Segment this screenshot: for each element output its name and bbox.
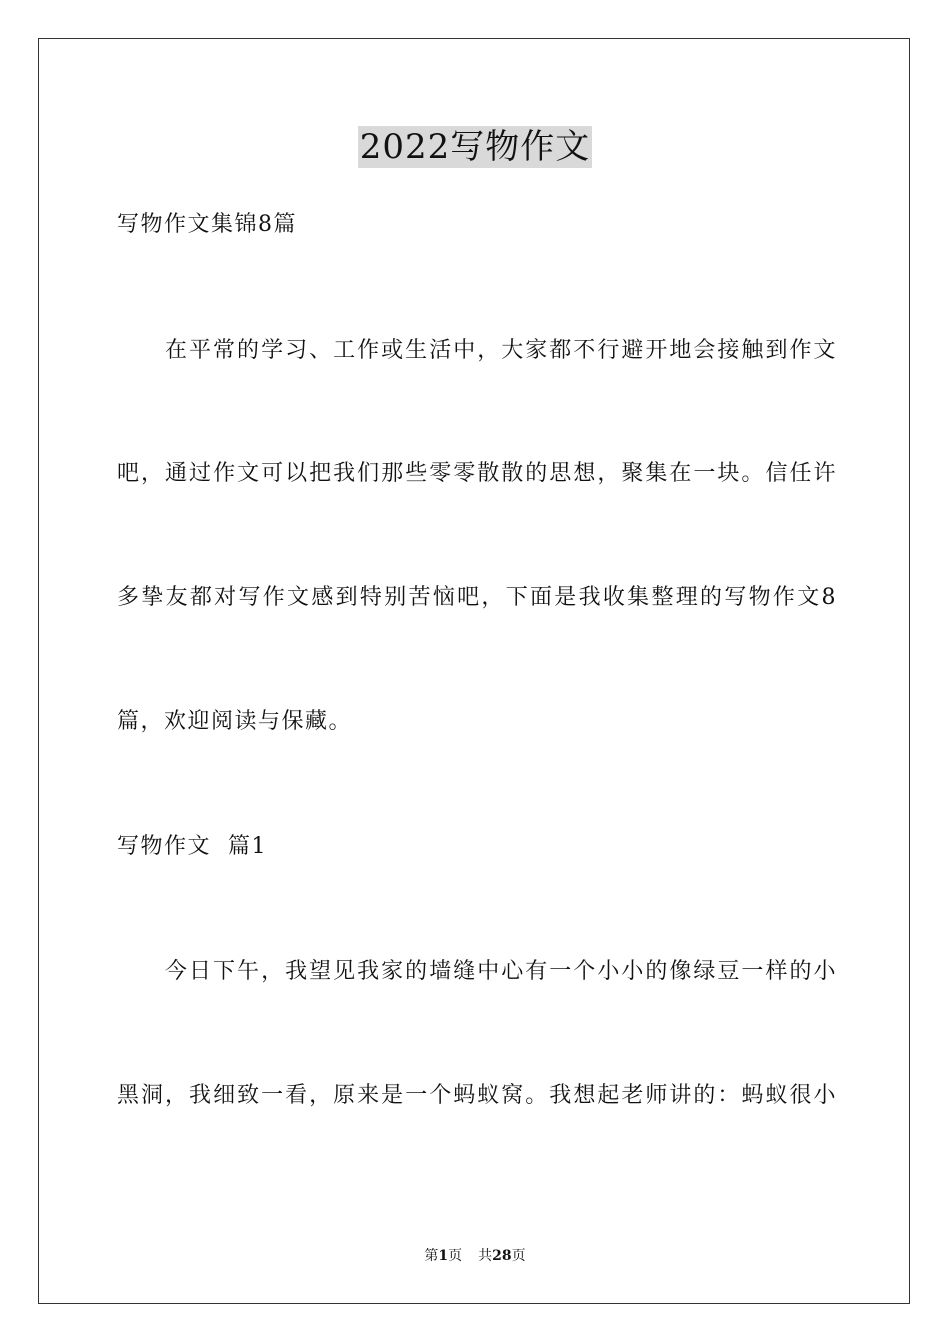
footer-page-current: 1	[438, 1248, 449, 1264]
intro-line-2: 吧，通过作文可以把我们那些零零散散的思想，聚集在一块。信任许	[117, 461, 837, 486]
section-line-2: 黑洞，我细致一看，原来是一个蚂蚁窝。我想起老师讲的：蚂蚁很小	[117, 1083, 837, 1108]
section-heading: 写物作文 篇1	[117, 834, 267, 859]
footer-page-prefix: 第	[424, 1248, 439, 1264]
intro-line-4: 篇，欢迎阅读与保藏。	[117, 709, 353, 734]
intro-line-1: 在平常的学习、工作或生活中，大家都不行避开地会接触到作文	[165, 338, 837, 363]
title-container	[0, 126, 950, 168]
intro-line-3: 多挚友都对写作文感到特别苦恼吧，下面是我收集整理的写物作文8	[117, 585, 837, 610]
section-line-1: 今日下午，我望见我家的墙缝中心有一个小小的像绿豆一样的小	[165, 959, 837, 984]
footer-page-suffix: 页	[448, 1248, 463, 1264]
document-subtitle: 写物作文集锦8篇	[117, 212, 297, 237]
footer-total-prefix: 共	[478, 1248, 493, 1264]
document-title: 2022写物作文	[359, 127, 591, 167]
footer-total-suffix: 页	[511, 1248, 526, 1264]
page-footer	[0, 1247, 950, 1265]
footer-page-total: 28	[492, 1248, 512, 1264]
